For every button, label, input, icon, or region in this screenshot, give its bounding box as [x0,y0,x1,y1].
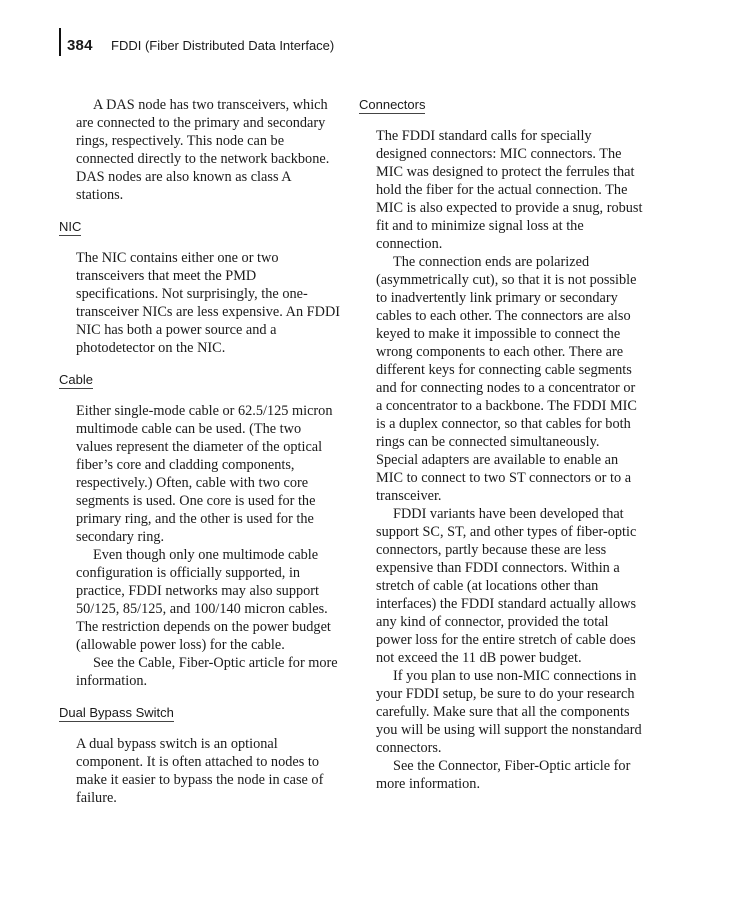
cable-paragraph-1: Either single-mode cable or 62.5/125 micron multimode cable can be used. (The two values represent the diameter of the optical fiber’s core and cladding components, respectively.) Often, cable with two core segments is used. One core is used for the primary ring, and the other is used for the secondary ring. [76,403,333,545]
dual-bypass-paragraph: A dual bypass switch is an optional component. It is often attached to nodes to make it easier to bypass the node in case of failure. [76,736,324,806]
left-column [59,96,341,807]
header-rule [59,28,61,56]
running-title: FDDI (Fiber Distributed Data Interface) [111,38,335,53]
running-header [59,28,659,56]
intro-paragraph: A DAS node has two transceivers, which are connected to the primary and secondary rings, respectively. This node can be connected directly to the network backbone. DAS nodes are also known as class A stations. [76,97,330,203]
cable-heading: Cable [59,372,93,387]
connectors-paragraph-3: FDDI variants have been developed that support SC, ST, and other types of fiber-optic connectors, partly because these are less expensive than FDDI connectors. Within a stretch of cable (at locations other than interfaces) the FDDI standard actually allows any kind of connector, provided the total power loss for the entire stretch of cable does not exceed the 11 dB power budget. [376,506,637,666]
dual-bypass-section [59,704,341,807]
cable-paragraph-2: Even though only one multimode cable configuration is officially supported, in practice, FDDI networks may also support 50/125, 85/125, and 100/140 micron cables. The restriction depends on the power budget (allowable power loss) for the cable. [76,547,331,653]
right-column [359,96,643,793]
connectors-paragraph-2: The connection ends are polarized (asymmetrically cut), so that it is not possible to inadvertently link primary or secondary cables to each other. The connectors are also keyed to make it impossible to connect the wrong components to each other. There are different keys for connecting cable segments and for connecting nodes to a concentrator or a concentrator to a backbone. The FDDI MIC is a duplex connector, so that cables for both rings can be connected simultaneously. Special adapters are available to enable an MIC to connect to two ST connectors or to a transceiver. [376,254,637,504]
dual-bypass-heading: Dual Bypass Switch [59,705,174,720]
nic-heading: NIC [59,219,82,234]
connectors-paragraph-1: The FDDI standard calls for specially designed connectors: MIC connectors. The MIC was designed to protect the ferrules that hold the fiber for the actual connection. The MIC is also expected to provide a snug, robust fit and to minimize signal loss at the connection. [376,128,643,252]
nic-paragraph: The NIC contains either one or two transceivers that meet the PMD specifications. Not surprisingly, the one-transceiver NICs are less expensive. An FDDI NIC has both a power source and a photodetector on the NIC. [76,250,341,356]
cable-section [59,371,341,690]
connectors-heading: Connectors [359,97,426,112]
cable-paragraph-3: See the Cable, Fiber-Optic article for more information. [76,655,338,689]
connectors-section [359,96,643,793]
page-number: 384 [67,37,93,54]
connectors-paragraph-4: If you plan to use non-MIC connections in your FDDI setup, be sure to do your research carefully. Make sure that all the components you will be using will support the nonstandard connectors. [376,668,642,756]
nic-section [59,218,341,357]
connectors-paragraph-5: See the Connector, Fiber-Optic article for more information. [376,758,631,792]
